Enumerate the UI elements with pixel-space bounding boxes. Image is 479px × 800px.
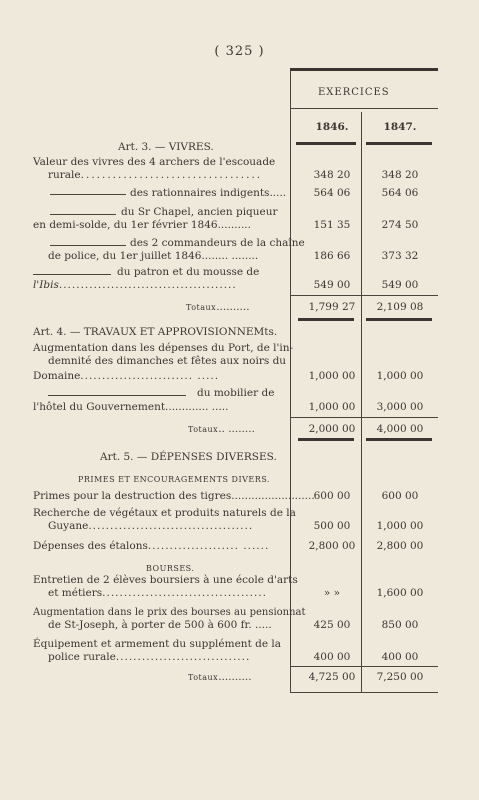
art4-total-1846: 2,000 00 <box>308 423 356 435</box>
art5-row6-1846: 400 00 <box>313 651 351 663</box>
art3-row2-1846: 564 06 <box>313 187 351 199</box>
art3-bottom-rule <box>298 318 354 321</box>
art5-row5-1846: 425 00 <box>313 619 351 631</box>
header-mid-rule <box>290 108 438 109</box>
art3-row4-1847: 373 32 <box>381 250 419 262</box>
art4-row1-line2: demnité des dimanches et fêtes aux noirs du <box>48 355 287 367</box>
art3-row4-1846: 186 66 <box>313 250 351 262</box>
header-year-1847: 1847. <box>383 121 417 133</box>
page-number: ( 325 ) <box>214 44 265 59</box>
art3-row3-1847: 274 50 <box>381 219 419 231</box>
art4-row2-dash <box>48 395 186 396</box>
art5-row1-1847: 600 00 <box>381 490 419 502</box>
art3-row5-line2: l'Ibis......................................... <box>33 279 237 291</box>
art5-row2-1847: 1,000 00 <box>376 520 424 532</box>
art4-bottom-rule-2 <box>366 438 432 441</box>
art3-row5-1847: 549 00 <box>381 279 419 291</box>
art3-row4-line2: de police, du 1er juillet 1846........ ........ <box>48 250 259 262</box>
art3-row1-1846: 348 20 <box>313 169 351 181</box>
art4-row1-1846: 1,000 00 <box>308 370 356 382</box>
art3-row1-1847: 348 20 <box>381 169 419 181</box>
art5-row3-line1: Dépenses des étalons..................... ...... <box>33 540 270 552</box>
art3-sum-rule <box>290 295 438 296</box>
art5-row5-1847: 850 00 <box>381 619 419 631</box>
art3-title: Art. 3. — VIVRES. <box>118 141 214 153</box>
art5-row1-1846: 600 00 <box>313 490 351 502</box>
art4-row2-line2: l'hôtel du Gouvernement............. ..... <box>33 401 229 413</box>
art5-subtitle-bourses: BOURSES. <box>146 564 195 573</box>
art4-bottom-rule <box>298 438 354 441</box>
art3-row5-dash <box>33 274 111 275</box>
art4-total-1847: 4,000 00 <box>376 423 424 435</box>
art5-row3-1846: 2,800 00 <box>308 540 356 552</box>
art3-row4-line1: des 2 commandeurs de la chaîne <box>130 237 305 249</box>
art5-sum-rule <box>290 666 438 667</box>
art3-row5-line1: du patron et du mousse de <box>117 266 260 278</box>
art4-row1-line1: Augmentation dans les dépenses du Port, de l'in- <box>33 342 294 354</box>
art5-row2-line2: Guyane...................................... <box>48 520 254 532</box>
art5-row4-line2: et métiers...................................... <box>48 587 267 599</box>
art3-row3-line2: en demi-solde, du 1er février 1846.......... <box>33 219 251 231</box>
art3-row5-1846: 549 00 <box>313 279 351 291</box>
art5-row3-1847: 2,800 00 <box>376 540 424 552</box>
art3-row3-1846: 151 35 <box>313 219 351 231</box>
art5-total-1847: 7,250 00 <box>376 671 424 683</box>
header-top-rule <box>290 68 438 71</box>
header-bottom-rule <box>296 142 356 145</box>
header-year-1846: 1846. <box>315 121 349 133</box>
art3-total-label: Totaux.......... <box>186 301 250 313</box>
art3-row4-dash <box>50 245 126 246</box>
art5-row1-line1: Primes pour la destruction des tigres......................... <box>33 490 315 502</box>
art3-row1-line2: rurale.................................. <box>48 169 263 181</box>
art5-row6-1847: 400 00 <box>381 651 419 663</box>
art5-bottom-rule <box>290 692 438 693</box>
art5-row5-line2: de St-Joseph, à porter de 500 à 600 fr. ..... <box>48 619 272 631</box>
column-rule-left <box>290 68 291 693</box>
art3-total-1847: 2,109 08 <box>376 301 424 313</box>
art3-row2-1847: 564 06 <box>381 187 419 199</box>
art3-total-1846: 1,799 27 <box>308 301 356 313</box>
art3-bottom-rule-2 <box>366 318 432 321</box>
art4-row2-line1: du mobilier de <box>197 387 275 399</box>
art5-row6-line1: Équipement et armement du supplément de la <box>33 638 282 650</box>
art5-row4-1847: 1,600 00 <box>376 587 424 599</box>
art5-total-label: Totaux.......... <box>188 671 252 683</box>
art3-row2-line1: des rationnaires indigents..... <box>130 187 287 199</box>
art5-row2-line1: Recherche de végétaux et produits naturels de la <box>33 507 296 519</box>
art3-row1-line1: Valeur des vivres des 4 archers de l'escouade <box>33 156 276 168</box>
art4-sum-rule <box>290 417 438 418</box>
art5-row4-1846: » » <box>323 587 341 599</box>
art5-row6-line2: police rurale............................... <box>48 651 251 663</box>
art5-subtitle-primes: PRIMES ET ENCOURAGEMENTS DIVERS. <box>78 475 270 484</box>
art3-row2-dash <box>50 194 126 195</box>
art4-row2-1846: 1,000 00 <box>308 401 356 413</box>
art5-row4-line1: Entretien de 2 élèves boursiers à une école d'arts <box>33 574 298 586</box>
header-bottom-rule-2 <box>366 142 432 145</box>
art5-row2-1846: 500 00 <box>313 520 351 532</box>
art4-row2-1847: 3,000 00 <box>376 401 424 413</box>
art5-row5-line1: Augmentation dans le prix des bourses au pensionnat <box>33 607 306 618</box>
header-exercices: EXERCICES <box>318 87 390 98</box>
art5-total-1846: 4,725 00 <box>308 671 356 683</box>
art4-total-label: Totaux.. ........ <box>188 423 255 435</box>
art3-row3-dash <box>50 214 116 215</box>
art4-title: Art. 4. — TRAVAUX ET APPROVISIONNEMts. <box>33 326 278 338</box>
art4-row1-line3: Domaine.......................... ..... <box>33 370 220 382</box>
art3-row3-line1: du Sr Chapel, ancien piqueur <box>121 206 278 218</box>
art5-title: Art. 5. — DÉPENSES DIVERSES. <box>100 451 277 463</box>
art4-row1-1847: 1,000 00 <box>376 370 424 382</box>
